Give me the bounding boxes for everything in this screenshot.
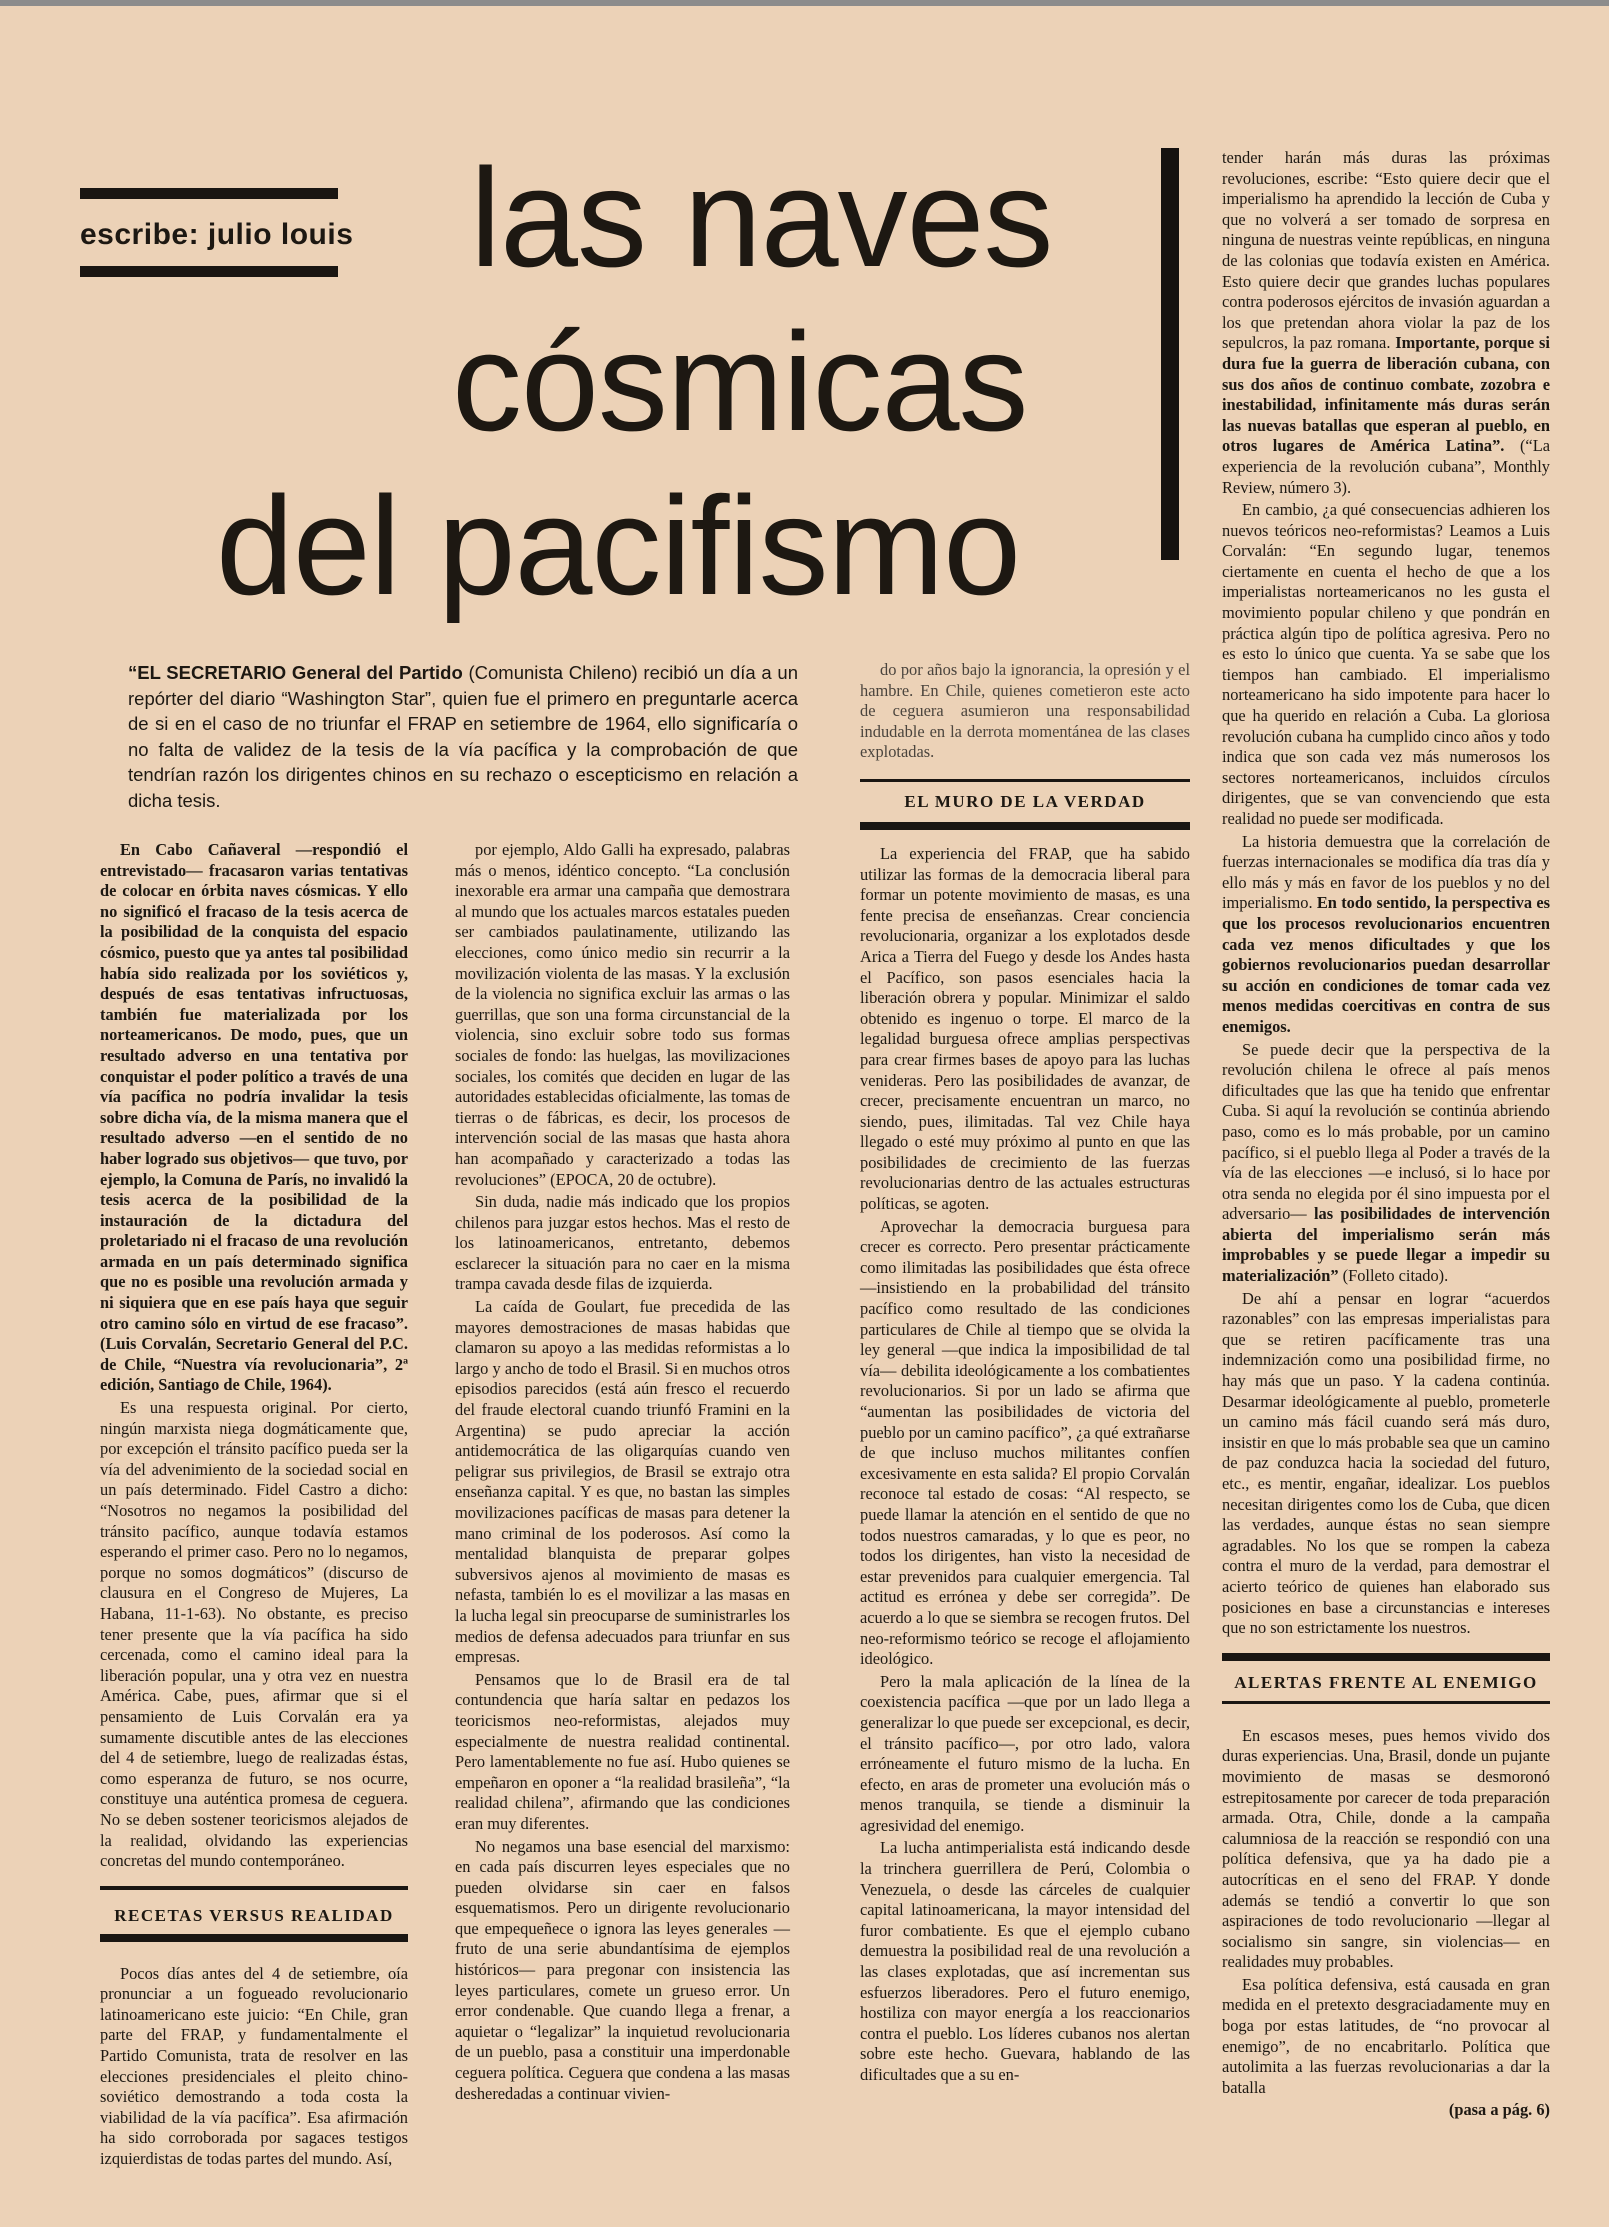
column-2 (455, 840, 790, 2106)
col2-paragraph-1: por ejemplo, Aldo Galli ha expresado, palabras más o menos, idéntico concepto. “La conclusión inexorable era armar una campaña que demostrara al mundo que los actuales marcos estatales pueden ser cambiados paulatinamente, utilizando las elecciones, como único medio sin recurrir a la movilización violenta de las masas. Y la exclusión de la violencia no significa excluir las armas o las guerrillas, que son una forma circunstancial de la violencia, sino excluir sobre todo sus formas sociales de fondo: las huelgas, las movilizaciones sociales, los comités que deciden en lugar de las autoridades establecidas oficialmente, las tomas de tierras o de fábricas, es decir, los procesos de intervención social de las masas que hasta ahora han acompañado y caracterizado a todas las revoluciones” (EPOCA, 20 de octubre). (455, 840, 790, 1189)
col1-paragraph-3: Pocos días antes del 4 de setiembre, oía pronunciar a un fogueado revolucionario latinoamericano este juicio: “En Chile, gran parte del FRAP, y fundamentalmente el Partido Comunista, trata de resolver en las elecciones presidenciales el pleito chino-soviético demostrando a toda costa la viabilidad de la vía pacífica”. Esa afirmación ha sido corroborada por sagaces testigos izquierdistas de todas partes del mundo. Así, (100, 1963, 408, 2169)
col4-paragraph-6: En escasos meses, pues hemos vivido dos duras experiencias. Una, Brasil, donde un pujante movimiento de masas se desmoronó estrepitosamente por carecer de toda preparación armada. Otra, Chile, donde a la campaña calumniosa de la reacción se respondió con una política defensiva, que ya ha dado pie a autocríticas en el seno del FRAP. Y donde además se tendió a convertir lo que son aspiraciones de todo revolucionario —llegar al socialismo sin sangre, sin violencias— en realidades muy probables. (1222, 1725, 1550, 1972)
title-vertical-bar (1161, 148, 1179, 560)
col1-paragraph-1: En Cabo Cañaveral —respondió el entrevistado— fracasaron varias tentativas de colocar en órbita naves cósmicas. Y ello no significó el fracaso de la tesis acerca de la posibilidad de la conquista del espacio cósmico, puesto que ya antes tal posibilidad había sido realizada por los soviéticos y, después de esas tentativas infructuosas, también fue materializada por los norteamericanos. De modo, pues, que un resultado adverso en una tentativa por conquistar el poder político a través de una vía pacífica no podría invalidar la tesis sobre dicha vía, de la misma manera que el resultado adverso —en el sentido de no haber logrado sus objetivos— que tuvo, por ejemplo, la Comuna de París, no invalidó la tesis acerca de la posibilidad de la instauración de la dictadura del proletariado ni el fracaso de una revolución armada en un país determinado significa que no es posible una revolución armada y ni siquiera que en ese país haya que seguir otro camino sólo en virtud de ese fracaso”. (Luis Corvalán, Secretario General del P.C. de Chile, “Nuestra vía revolucionaria”, 2ª edición, Santiago de Chile, 1964). (100, 840, 408, 1395)
continued-note: (pasa a pág. 6) (1448, 2100, 1550, 2120)
col2-paragraph-3: La caída de Goulart, fue precedida de las mayores demostraciones de masas habidas que clamaron su apoyo a las medidas reformistas a lo largo y ancho de todo el Brasil. Si en muchos otros episodios parecidos (está aún fresco el recuerdo del fraude electoral cuando triunfó Framini en la Argentina) se pudo apreciar la acción antidemocrática de las oligarquías cuando ven peligrar sus privilegios, de Brasil se extrajo otra enseñanza capital. Y es que, no bastan las simples movilizaciones pacíficas de masas para detener la mano criminal de los poderosos. Así como la mentalidad blanquista de preparar golpes subversivos ajenos al movimiento de masas es nefasta, también lo es el movilizar a las masas en la lucha legal sin preocuparse de suministrarles los medios de defensa adecuados para triunfar en sus empresas. (455, 1297, 790, 1667)
col4-paragraph-1 (1222, 148, 1550, 498)
col2-paragraph-2: Sin duda, nadie más indicado que los propios chilenos para juzgar estos hechos. Mas el resto de los latinoamericanos, entretanto, debemos esclarecer la situación para no caer en la misma trampa cavada desde filas de izquierda. (455, 1192, 790, 1294)
col3-paragraph-1: do por años bajo la ignorancia, la opresión y el hambre. En Chile, quienes cometieron este acto de ceguera asumieron una responsabilidad indudable en la derrota momentánea de las clases explotadas. (860, 660, 1190, 762)
col1-rule-top (100, 1874, 408, 1890)
col3-heading: EL MURO DE LA VERDAD (904, 791, 1146, 811)
col1-paragraph-2: Es una respuesta original. Por cierto, ningún marxista niega dogmáticamente que, por excepción el tránsito pacífico pueda ser la vía del advenimiento de la sociedad social en un país determinado. Fidel Castro a dicho: “Nosotros no negamos la posibilidad del tránsito pacífico, aunque todavía estamos esperando el primer caso. Pero no lo negamos, porque no somos dogmáticos” (discurso de clausura en el Congreso de Mujeres, La Habana, 11-1-63). No obstante, es preciso tener presente que la vía pacífica ha sido cercenada, como el camino ideal para la liberación popular, una y otra vez en nuestra América. Cabe, pues, afirmar que si el pensamiento de Luis Corvalán era ya sumamente discutible antes de las elecciones del 4 de setiembre, luego de realizadas éstas, como esperanza de futuro, se nos ocurre, constituye una auténtica promesa de ceguera. No se deben sostener teoricismos alejados de la realidad, olvidando las experiencias concretas del mundo contemporáneo. (100, 1398, 408, 1871)
col4-paragraph-2: En cambio, ¿a qué consecuencias adhieren los nuevos teóricos neo-reformistas? Leamos a Luis Corvalán: “En segundo lugar, tenemos ciertamente en cuenta el hecho de que a los imperialistas norteamericanos no les gusta el movimiento popular chileno y que pondrán en práctica algún tipo de política agresiva. Pero no es esto lo único que cuenta. Ya se sabe que los tiempos han cambiado. El imperialismo norteamericano ha sido impotente para hacer lo que ha querido en relación a Cuba. La gloriosa revolución cubana ha cumplido cinco años y todo indica que son cada vez más numerosos los sectores norteamericanos, incluidos círculos dirigentes, que se van convenciendo que esta realidad no puede ser modificada. (1222, 500, 1550, 828)
title-line-1: las naves (470, 139, 1053, 296)
col4-paragraph-5: De ahí a pensar en lograr “acuerdos razonables” con las empresas imperialistas para que se retiren pacíficamente tras una indemnización como una posibilidad firme, no hay más que un paso. Y la cadena continúa. Desarmar ideológicamente al pueblo, prometerle un camino más fácil cuando será más duro, insistir en que lo más probable sea que un camino de paz conduzca hacia la sociedad del futuro, etc., es mentir, engañar, idealizar. Los pueblos necesitan dirigentes como los de Cuba, que dicen las verdades, aunque éstas no sean siempre agradables. No los que se rompen la cabeza contra el muro de la verdad, para demostrar el acierto teórico de quienes han elaborado sus posiciones en base a circunstancias e intereses que no son estrictamente los nuestros. (1222, 1288, 1550, 1638)
col4-rule-bottom (1222, 1693, 1550, 1704)
col4-paragraph-1-bold: Importante, porque si dura fue la guerra de liberación cubana, con sus dos años de continuo combate, zozobra e inestabilidad, infinitamente más duras serán las nuevas batallas que esperan al pueblo, en otros lugares de América Latina”. (1222, 333, 1550, 456)
col4-paragraph-4-cite: (Folleto citado). (1338, 1266, 1449, 1286)
col4-paragraph-3-text: La historia demuestra que la correlación de fuerzas internacionales se modifica día tras día y ello más y más en favor de los pueblos y no del imperialismo. (1222, 831, 1550, 913)
col2-paragraph-5: No negamos una base esencial del marxismo: en cada país discurren leyes especiales que no pueden olvidarse sin caer en falsos esquematismos. Pero un dirigente revolucionario que empequeñece o ignora las leyes generales —fruto de una serie abundantísima de ejemplos históricos— para pregonar con insistencia las leyes particulares, comete un grueso error. Un error condenable. Que cuando llega a frenar, a aquietar o “legalizar” la inquietud revolucionaria de un pueblo, pasa a constituir una imperdonable ceguera política. Ceguera que condena a las masas desheredadas a continuar vivien- (455, 1836, 790, 2103)
col4-paragraph-7: Esa política defensiva, está causada en gran medida en el pretexto desgraciadamente muy en boga por estas latitudes, de “no provocar al enemigo”, de no encabritarlo. Política que autolimita a las fuerzas revolucionarias a dar la batalla (1222, 1974, 1550, 2097)
col3-rule-top (860, 769, 1190, 782)
byline: escribe: julio louis (80, 218, 354, 251)
byline-rule-bottom (80, 266, 338, 277)
col4-paragraph-4-bold: las posibilidades de intervención abierta del imperialismo serán más improbables y se puede llegar a impedir su materialización” (1222, 1204, 1550, 1286)
col3-paragraph-2: La experiencia del FRAP, que ha sabido utilizar las formas de la democracia liberal para formar un potente movimiento de masas, es una fente precisa de enseñanzas. Crear conciencia revolucionaria, organizar a los explotados desde Arica a Tierra del Fuego y desde los Andes hasta el Pacífico, son pasos esenciales hacia la liberación obrera y popular. Minimizar el saldo obtenido es ingenuo o torpe. El marco de la legalidad burguesa ofrece amplias perspectivas para crear firmes bases de apoyo para las luchas venideras. Pero las posibilidades de avanzar, de crecer, precisamente encuentran un marco, no siendo, pues, ilimitadas. Tal vez Chile haya llegado o esté muy próximo al punto en que las posibilidades de crecimiento de las fuerzas revolucionarias dentro de las actuales estructuras políticas, se agoten. (860, 843, 1190, 1214)
col4-paragraph-4-text: Se puede decir que la perspectiva de la revolución chilena le ofrece al país menos dificultades que las que ha tenido que enfrentar Cuba. Si aquí la revolución se continúa abriendo paso, como es lo más probable, por un camino pacífico, si el pueblo llega al Poder a través de la vía de las elecciones —e inclusó, si lo hace por otra senda no elegida por él sino impuesta por el adversario— (1222, 1039, 1550, 1224)
lead-opening: “EL SECRETARIO General del Partido (128, 662, 463, 683)
lead-paragraph (128, 660, 798, 813)
col1-rule-bottom (100, 1926, 408, 1942)
col4-paragraph-1-text: tender harán más duras las próximas revoluciones, escribe: “Esto quiere decir que el imperialismo ha aprendido la lección de Cuba y que no volverá a ser tomado de sorpresa en ninguna de nuestras veinte repúblicas, en ninguna de las colonias que todavía existen en América. Esto quiere decir que grandes luchas populares contra poderosos ejércitos de invasión aguardan a los que pretendan ahora violar la paz de los sepulcros, la paz romana. (1222, 148, 1550, 353)
col4-paragraph-1-cite: (“La experiencia de la revolución cubana”, Monthly Review, número 3). (1222, 436, 1550, 497)
col3-paragraph-3: Aprovechar la democracia burguesa para crecer es correcto. Pero presentar prácticamente como ilimitadas las posibilidades que ésta ofrece —insistiendo en la probabilidad del tránsito pacífico como resultado de las condiciones particulares de Chile al tiempo que se olvida la ley general —que indica la imposibilidad de tal vía— debilita ideológicamente a los combatientes revolucionarios. Si por un lado se afirma que “aumentan las posibilidades de victoria del pueblo por un camino pacífico”, ¿a qué extrañarse de que incluso muchos militantes confíen excesivamente en esta salida? El propio Corvalán reconoce tal estado de cosas: “Al respecto, se puede llamar la atención en el sentido de que no todos nuestros camaradas, y lo que es peor, no todos los dirigentes, han visto la necesidad de estar prevenidos para cualquier emergencia. Tal actitud es errónea y debe ser corregida”. De acuerdo a lo que se siembra se recogen frutos. Del neo-reformismo teórico se recoge el aflojamiento ideológico. (860, 1216, 1190, 1669)
col4-paragraph-3-bold: En todo sentido, la perspectiva es que los procesos revolucionarios encuentren cada vez menos dificultades y que los gobiernos revolucionarios puedan desarrollar su acción en condiciones de tomar cada vez menos medidas coercitivas en contra de sus enemigos. (1222, 893, 1550, 1036)
title-line-3: del pacifismo (216, 467, 1021, 624)
col4-rule-top (1222, 1643, 1550, 1661)
col2-paragraph-4: Pensamos que lo de Brasil era de tal contundencia que haría saltar en pedazos los teoricismos neo-reformistas, alejados muy especialmente de nuestra realidad continental. Pero lamentablemente no fue así. Hubo quienes se empeñaron en oponer a “la realidad brasileña”, “la realidad chilena”, afirmando que las condiciones eran muy diferentes. (455, 1669, 790, 1833)
col3-paragraph-5: La lucha antimperialista está indicando desde la trinchera guerrillera de Perú, Colombia o Venezuela, o desde las cárceles de cualquier capital latinoamericana, la mayor intensidad del furor combatiente. Es que el ejemplo cubano demuestra la posibilidad real de una revolución a las clases explotadas, que así incrementan sus esfuerzos liberadores. Pero el futuro enemigo, hostiliza con mayor energía a los reaccionarios contra el pueblo. Los líderes cubanos nos alertan sobre este hecho. Guevara, hablando de las dificultades que a su en- (860, 1838, 1190, 2084)
lead-text: (Comunista Chileno) recibió un día a un repórter del diario “Washington Star”, quien fue el primero en preguntarle acerca de si en el caso de no triunfar el FRAP en setiembre de 1964, ello significaría o no falta de validez de la tesis de la vía pacífica y la comprobación de que tendrían razón los dirigentes chinos en su rechazo o escepticismo en relación a dicha tesis. (128, 662, 798, 811)
col3-paragraph-4: Pero la mala aplicación de la línea de la coexistencia pacífica —que por un lado llega a generalizar lo que puede ser excepcional, es decir, el tránsito pacífico—, por otro lado, valora erróneamente el futuro mismo de la lucha. En efecto, en aras de prometer una evolución más o menos tranquila, se tiende a disminuir la agresividad del enemigo. (860, 1671, 1190, 1835)
byline-rule-top (80, 188, 338, 199)
column-3 (860, 660, 1190, 2088)
col4-paragraph-3 (1222, 832, 1550, 1038)
title-line-2: cósmicas (452, 303, 1028, 460)
col1-heading: RECETAS VERSUS REALIDAD (114, 1905, 394, 1925)
col4-heading: ALERTAS FRENTE AL ENEMIGO (1234, 1672, 1538, 1692)
top-border (0, 0, 1609, 6)
col4-paragraph-4 (1222, 1040, 1550, 1287)
col3-rule-bottom (860, 812, 1190, 830)
column-4 (1222, 148, 1550, 2121)
column-1 (100, 840, 408, 2172)
